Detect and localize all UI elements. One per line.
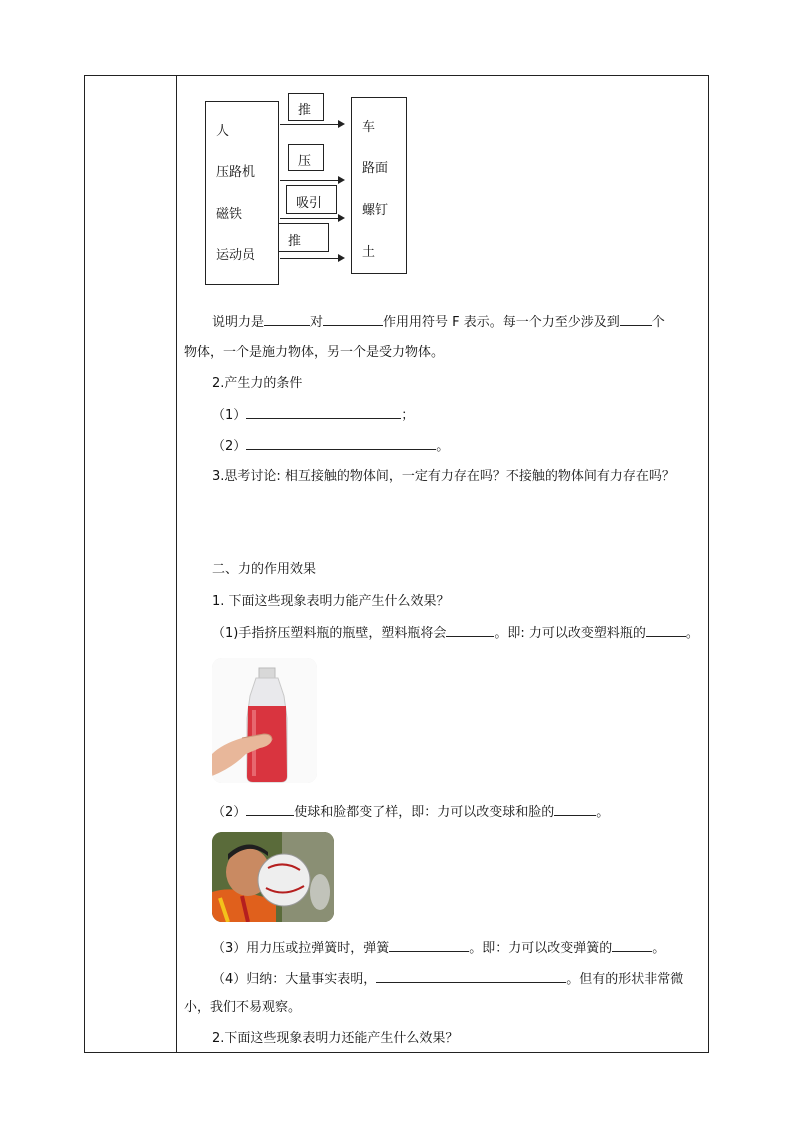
condition-1-suffix: ；	[401, 408, 415, 423]
heading-force-conditions: 2.产生力的条件	[212, 376, 303, 391]
definition-text-b: 对	[310, 315, 324, 330]
example-3-text-c: 。	[652, 941, 666, 956]
definition-line-2: 物体，一个是施力物体，另一个是受力物体。	[184, 345, 445, 360]
blank-bottle-property[interactable]	[646, 624, 686, 637]
action-box-push-2	[278, 223, 329, 252]
blank-object-count[interactable]	[620, 313, 652, 326]
example-2-text-c: 。	[596, 805, 610, 820]
blank-ball-property[interactable]	[554, 803, 596, 816]
condition-2-prefix: （2）	[212, 439, 247, 454]
condition-1-prefix: （1）	[212, 408, 247, 423]
condition-2-line	[212, 437, 449, 456]
column-divider	[176, 75, 177, 1053]
right-objects-box	[351, 97, 407, 274]
left-item-roller: 压路机	[216, 165, 256, 180]
example-3-line	[212, 939, 665, 958]
bottle-squeeze-photo	[212, 658, 317, 783]
arrow-head-4	[338, 254, 345, 262]
football-face-illustration	[212, 832, 334, 922]
example-3-text-b: 。即：力可以改变弹簧的	[469, 941, 613, 956]
example-3-text-a: （3）用力压或拉弹簧时，弹簧	[212, 941, 390, 956]
example-4-text-b: 。但有的形状非常微	[566, 972, 684, 987]
blank-force-target[interactable]	[323, 313, 383, 326]
discussion-question: 3.思考讨论: 相互接触的物体间，一定有力存在吗？不接触的物体间有力存在吗？	[212, 469, 675, 484]
definition-text-d: 个	[651, 315, 665, 330]
action-label-push-2: 推	[288, 234, 302, 249]
example-2-line	[212, 803, 609, 822]
example-1-line	[212, 624, 699, 643]
arrow-3	[280, 218, 339, 219]
definition-text-c: 作用用符号 F 表示。每一个力至少涉及到	[383, 315, 620, 330]
example-2-text-b: 使球和脸都变了样，即：力可以改变球和脸的	[294, 805, 555, 820]
arrow-head-2	[338, 176, 345, 184]
example-4-line	[212, 970, 683, 989]
example-4-text-a: （4）归纳：大量事实表明，	[212, 972, 377, 987]
left-item-person: 人	[216, 124, 230, 139]
section-2-heading: 二、力的作用效果	[212, 562, 317, 577]
question-1: 1. 下面这些现象表明力能产生什么效果？	[212, 594, 450, 609]
blank-spring-result[interactable]	[389, 939, 469, 952]
definition-text-a: 说明力是	[212, 315, 265, 330]
action-label-push: 推	[298, 103, 312, 118]
definition-line	[212, 313, 665, 332]
condition-1-line	[212, 406, 414, 425]
action-label-press: 压	[298, 154, 312, 169]
blank-condition-1[interactable]	[246, 406, 401, 419]
condition-2-suffix: 。	[436, 439, 450, 454]
bottle-squeeze-illustration	[212, 658, 317, 783]
blank-condition-2[interactable]	[246, 437, 436, 450]
blank-bottle-result[interactable]	[446, 624, 494, 637]
right-item-screw: 螺钉	[362, 203, 389, 218]
arrow-head-3	[338, 214, 345, 222]
example-1-text-b: 。即: 力可以改变塑料瓶的	[494, 626, 646, 641]
blank-conclusion[interactable]	[376, 970, 566, 983]
arrow-2	[280, 180, 339, 181]
question-2: 2.下面这些现象表明力还能产生什么效果？	[212, 1031, 459, 1046]
right-item-road: 路面	[362, 161, 389, 176]
right-item-soil: 土	[362, 245, 376, 260]
blank-force-source[interactable]	[264, 313, 310, 326]
left-item-magnet: 磁铁	[216, 207, 243, 222]
blank-ball-cause[interactable]	[246, 803, 294, 816]
example-1-text-c: 。	[685, 626, 699, 641]
example-1-text-a: （1)手指挤压塑料瓶的瓶壁，塑料瓶将会	[212, 626, 447, 641]
action-label-attract: 吸引	[296, 196, 323, 211]
blank-spring-property[interactable]	[612, 939, 652, 952]
arrow-4	[280, 258, 339, 259]
arrow-1	[280, 124, 339, 125]
left-item-athlete: 运动员	[216, 248, 256, 263]
football-face-photo	[212, 832, 334, 922]
example-2-prefix: （2）	[212, 805, 247, 820]
right-item-car: 车	[362, 120, 376, 135]
example-4-line-2: 小，我们不易观察。	[184, 1000, 302, 1015]
arrow-head-1	[338, 120, 345, 128]
